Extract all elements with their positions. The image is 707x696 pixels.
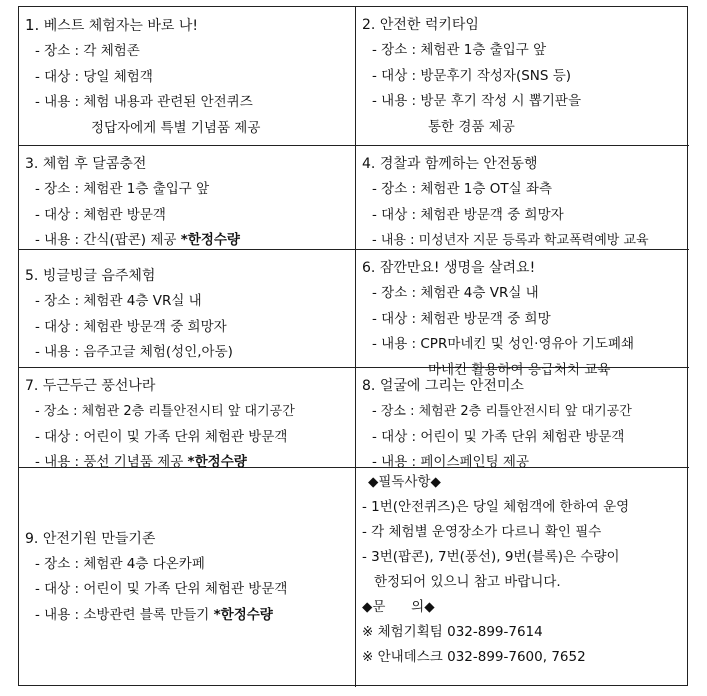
event-place: - 장소 : 체험관 1층 출입구 앞	[35, 181, 210, 197]
event-place: - 장소 : 체험관 4층 다온카페	[35, 555, 205, 572]
notice-cell	[356, 468, 689, 687]
event-content: - 내용 : CPR마네킨 및 성인·영유아 기도폐쇄	[372, 336, 635, 352]
notice-heading: ◆필독사항◆	[368, 474, 441, 490]
event-content: - 내용 : 방문 후기 작성 시 뽑기판을	[372, 93, 581, 109]
event-title: 1. 베스트 체험자는 바로 나!	[25, 16, 198, 34]
event-cell-2	[356, 7, 689, 146]
event-title: 3. 체험 후 달콤충전	[25, 156, 147, 172]
event-content: - 내용 : 미성년자 지문 등록과 학교폭력예방 교육	[372, 233, 649, 248]
limited-quantity-note: *한정수량	[180, 232, 240, 248]
event-content: - 내용 : 체험 내용과 관련된 안전퀴즈	[35, 94, 253, 110]
event-content: - 내용 : 간식(팝콘) 제공 *한정수량	[35, 232, 240, 248]
event-content: - 내용 : 소방관련 블록 만들기 *한정수량	[35, 606, 273, 623]
event-title: 7. 두근두근 풍선나라	[25, 378, 156, 394]
event-place: - 장소 : 각 체험존	[35, 43, 140, 59]
event-target: - 대상 : 방문후기 작성자(SNS 등)	[372, 67, 572, 84]
event-cell-3	[19, 146, 356, 250]
event-place: - 장소 : 체험관 4층 VR실 내	[372, 285, 539, 301]
event-title: 4. 경찰과 함께하는 안전동행	[362, 156, 538, 172]
event-title: 6. 잠깐만요! 생명을 살려요!	[362, 260, 536, 276]
notice-item: - 1번(안전퀴즈)은 당일 체험객에 한하여 운영	[362, 499, 630, 515]
contact-planning-team: ※ 체험기획팀 032-899-7614	[362, 624, 543, 640]
limited-quantity-note: *한정수량	[213, 606, 273, 623]
event-cell-6	[356, 250, 689, 378]
event-content: - 내용 : 풍선 기념품 제공 *한정수량	[35, 454, 247, 470]
event-cell-5	[19, 250, 356, 368]
event-target: - 대상 : 당일 체험객	[35, 68, 153, 85]
notice-item: - 각 체험별 운영장소가 다르니 확인 필수	[362, 524, 602, 540]
event-content: - 내용 : 음주고글 체험(성인,아동)	[35, 344, 233, 360]
event-place: - 장소 : 체험관 2층 리틀안전시티 앞 대기공간	[35, 404, 295, 419]
event-cell-9	[19, 468, 356, 687]
event-title: 9. 안전기원 만들기존	[25, 530, 156, 547]
event-content-continued: 마네킨 활용하여 응급처치 교육	[428, 361, 611, 378]
event-target: - 대상 : 어린이 및 가족 단위 체험관 방문객	[35, 581, 288, 598]
notice-item-continued: 한정되어 있으니 참고 바랍니다.	[374, 574, 561, 590]
event-place: - 장소 : 체험관 1층 출입구 앞	[372, 42, 547, 58]
event-target: - 대상 : 체험관 방문객 중 희망자	[35, 318, 227, 335]
event-target: - 대상 : 체험관 방문객 중 희망	[372, 310, 551, 327]
event-target: - 대상 : 체험관 방문객 중 희망자	[372, 206, 564, 223]
event-content: - 내용 : 페이스페인팅 제공	[372, 454, 529, 470]
event-cell-7	[19, 368, 356, 468]
event-cell-8	[356, 368, 689, 468]
event-target: - 대상 : 어린이 및 가족 단위 체험관 방문객	[372, 428, 625, 445]
event-target: - 대상 : 어린이 및 가족 단위 체험관 방문객	[35, 428, 288, 445]
event-place: - 장소 : 체험관 1층 OT실 좌측	[372, 181, 552, 197]
event-content-continued: 정답자에게 특별 기념품 제공	[91, 119, 261, 136]
notice-item: - 3번(팝콘), 7번(풍선), 9번(블록)은 수량이	[362, 549, 620, 565]
contact-heading: ◆문 의◆	[362, 599, 435, 615]
events-table	[18, 6, 688, 686]
event-cell-4	[356, 146, 689, 250]
event-title: 2. 안전한 럭키타임	[362, 17, 479, 33]
event-place: - 장소 : 체험관 4층 VR실 내	[35, 293, 202, 309]
contact-info-desk: ※ 안내데스크 032-899-7600, 7652	[362, 649, 586, 665]
event-cell-1	[19, 7, 356, 146]
event-content-continued: 통한 경품 제공	[428, 118, 515, 135]
event-title: 8. 얼굴에 그리는 안전미소	[362, 378, 524, 394]
event-place: - 장소 : 체험관 2층 리틀안전시티 앞 대기공간	[372, 404, 632, 419]
event-target: - 대상 : 체험관 방문객	[35, 206, 166, 223]
limited-quantity-note: *한정수량	[187, 454, 247, 470]
event-title: 5. 빙글빙글 음주체험	[25, 268, 156, 284]
